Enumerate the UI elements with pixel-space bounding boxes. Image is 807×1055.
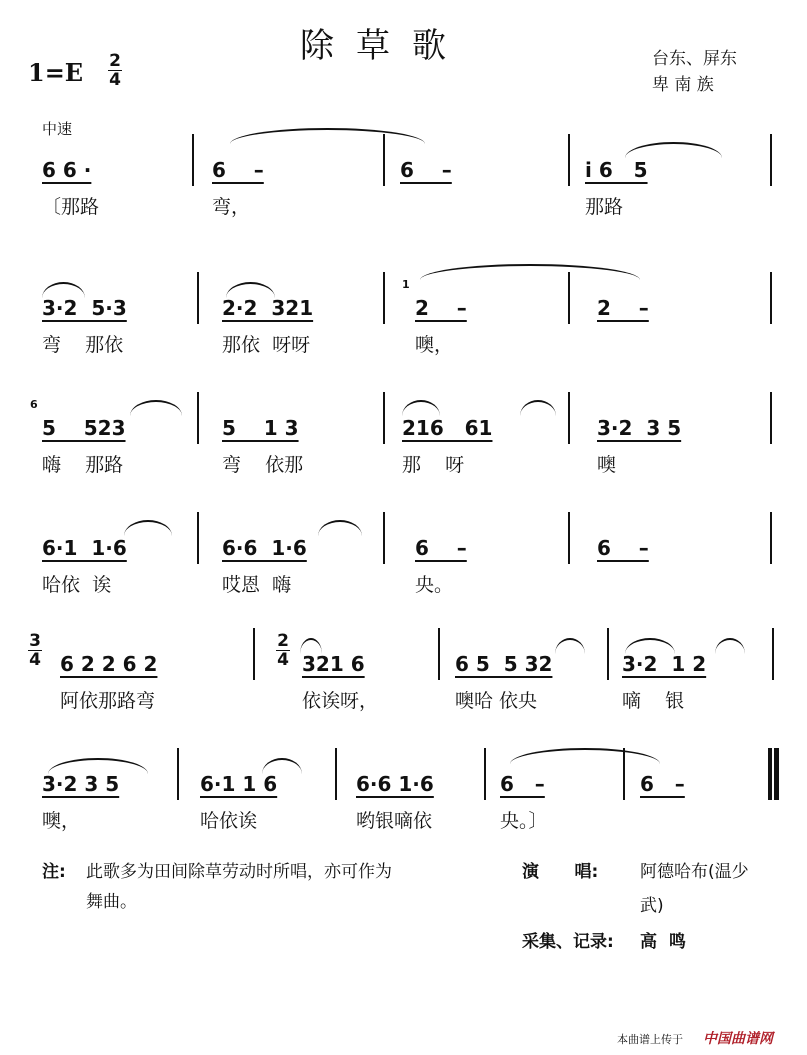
measure-notes: 3·2 3 5	[42, 772, 120, 796]
slur	[625, 142, 722, 158]
measure-lyrics: 噢，	[42, 810, 81, 832]
barline	[770, 272, 772, 324]
origin-line: 卑 南 族	[652, 75, 714, 95]
measure-lyrics: 哎恩 嗨	[222, 574, 292, 596]
measure-lyrics: 哈依 诶	[42, 574, 112, 596]
collector-label: 采集、记录:	[522, 932, 614, 952]
measure-lyrics: 嘀 银	[622, 690, 685, 712]
measure-notes: 6 6 ·	[42, 158, 92, 182]
barline	[770, 392, 772, 444]
measure-lyrics: 哈依诶	[200, 810, 258, 832]
measure-notes: 6 –	[212, 158, 264, 182]
measure-lyrics: 那 呀	[402, 454, 465, 476]
measure-lyrics: 噢，	[415, 334, 454, 356]
barline	[607, 628, 609, 680]
barline	[772, 628, 774, 680]
slur	[124, 520, 172, 536]
singer-label: 演 唱:	[522, 862, 599, 882]
watermark-site: 中国曲谱网	[703, 1031, 773, 1047]
barline	[335, 748, 337, 800]
barline	[383, 272, 385, 324]
note-text-2: 舞曲。	[86, 892, 137, 912]
time-top: 3	[29, 631, 41, 651]
measure-notes: 6 5 5 32	[455, 652, 553, 676]
measure-lyrics: 嗨 那路	[42, 454, 124, 476]
barline	[438, 628, 440, 680]
slur	[520, 400, 556, 416]
measure-lyrics: 噢	[597, 454, 617, 476]
measure-notes: 6·6 1·6	[356, 772, 434, 796]
barline	[197, 392, 199, 444]
slur	[42, 282, 85, 298]
measure-notes: 6·1 1 6	[200, 772, 278, 796]
barline	[383, 392, 385, 444]
measure-lyrics: 那依 呀呀	[222, 334, 311, 356]
slur	[420, 264, 640, 280]
measure-notes: 6 –	[640, 772, 685, 796]
measure-notes: 3·2 3 5	[597, 416, 682, 440]
barline	[192, 134, 194, 186]
measure-notes: i 6 5	[585, 158, 648, 182]
time-signature	[108, 52, 122, 89]
measure-lyrics: 〔那路	[42, 196, 100, 218]
measure-lyrics: 弯 依那	[222, 454, 304, 476]
measure-notes: 2 –	[597, 296, 649, 320]
measure-notes: 216 61	[402, 416, 493, 440]
slur	[715, 638, 745, 654]
note-label: 注:	[42, 862, 66, 882]
measure-lyrics: 弯，	[212, 196, 251, 218]
measure-lyrics: 哟银嘀依	[356, 810, 433, 832]
time-bottom: 4	[29, 650, 41, 670]
slur	[402, 400, 440, 416]
measure-lyrics: 那路	[585, 196, 624, 218]
measure-notes: 5 523	[42, 416, 126, 440]
singer: 阿德哈布(温少	[640, 862, 749, 882]
slur	[48, 758, 148, 774]
barline	[770, 512, 772, 564]
time-bottom: 4	[109, 70, 121, 90]
measure-notes: 2·2 321	[222, 296, 314, 320]
barline	[568, 392, 570, 444]
measure-lyrics: 弯 那依	[42, 334, 124, 356]
slur	[555, 638, 585, 654]
barline	[383, 512, 385, 564]
measure-notes: 6·1 1·6	[42, 536, 127, 560]
measure-notes: 6 –	[597, 536, 649, 560]
time-top: 2	[277, 631, 289, 651]
time-top: 2	[109, 51, 121, 71]
slur	[130, 400, 182, 416]
measure-notes: 6 –	[415, 536, 467, 560]
measure-notes: 6 –	[500, 772, 545, 796]
barline	[568, 512, 570, 564]
barline	[484, 748, 486, 800]
measure-lyrics: 噢哈 依央	[455, 690, 538, 712]
measure-notes: 6 2 2 6 2	[60, 652, 158, 676]
measure-lyrics: 阿依那路弯	[60, 690, 156, 712]
grace-note: 1	[402, 278, 410, 291]
note-text: 此歌多为田间除草劳动时所唱，亦可作为	[86, 862, 392, 882]
origin-line: 台东、屏东	[652, 49, 737, 69]
watermark-prefix: 本曲谱上传于	[617, 1033, 683, 1046]
slur	[510, 748, 660, 764]
measure-lyrics: 央。	[415, 574, 454, 596]
measure-notes: 6·6 1·6	[222, 536, 307, 560]
measure-notes: 3·2 5·3	[42, 296, 127, 320]
final-barline	[772, 748, 779, 800]
measure-notes: 321 6	[302, 652, 365, 676]
measure-notes: 3·2 1 2	[622, 652, 707, 676]
measure-lyrics: 依诶呀，	[302, 690, 379, 712]
origin	[652, 46, 737, 98]
collector: 高 鸣	[640, 932, 686, 952]
slur	[262, 758, 302, 774]
slur	[226, 282, 275, 298]
barline	[177, 748, 179, 800]
barline	[568, 134, 570, 186]
time-bottom: 4	[277, 650, 289, 670]
singer-2: 武)	[640, 896, 664, 916]
song-title: 除草歌	[300, 26, 468, 66]
grace-note: 6	[30, 398, 38, 411]
measure-notes: 2 –	[415, 296, 467, 320]
barline	[197, 512, 199, 564]
tempo-marking: 中速	[42, 120, 73, 138]
slur	[625, 638, 675, 654]
barline	[197, 272, 199, 324]
measure-notes: 6 –	[400, 158, 452, 182]
measure-lyrics: 央。〕	[500, 810, 548, 832]
barline	[770, 134, 772, 186]
slur	[300, 638, 322, 654]
time-signature-change	[28, 632, 42, 669]
slur	[230, 128, 425, 144]
measure-notes: 5 1 3	[222, 416, 299, 440]
slur	[318, 520, 362, 536]
barline	[253, 628, 255, 680]
key-signature: 1=E	[28, 58, 84, 87]
time-signature-change	[276, 632, 290, 669]
